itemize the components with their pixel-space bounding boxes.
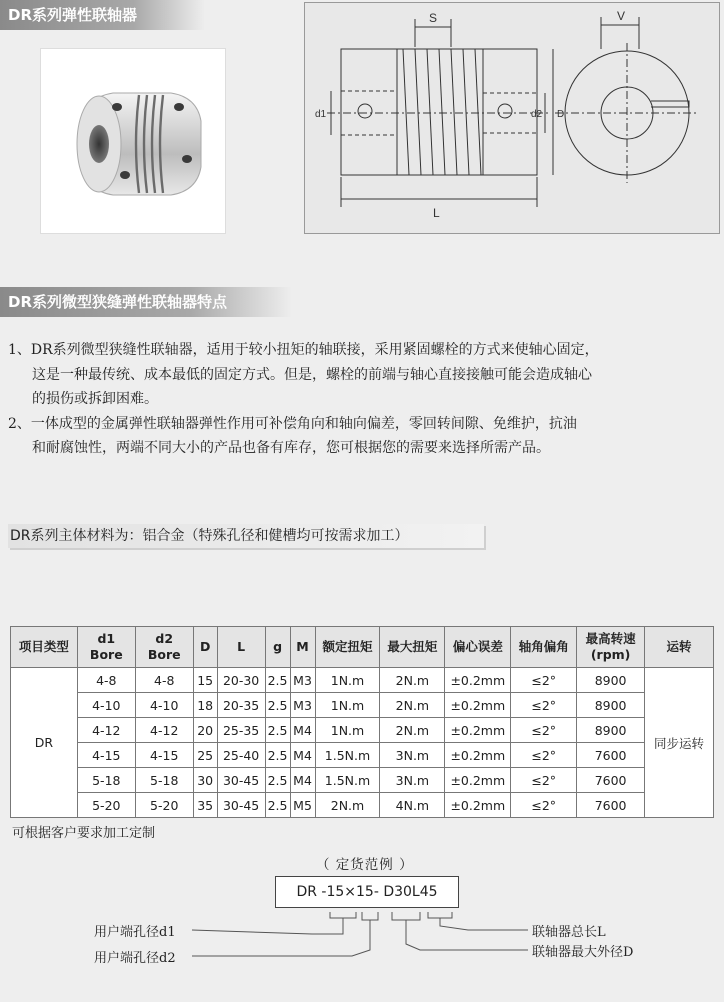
label-user-bore-d2: 用户端孔径d2 [94,951,176,966]
cell-d-outer: 35 [193,793,217,818]
cell-max-speed: 7600 [577,793,645,818]
cell-max-speed: 7600 [577,743,645,768]
customization-note: 可根据客户要求加工定制 [12,826,156,841]
cell-length: 20-35 [217,693,265,718]
cell-eccentricity: ±0.2mm [445,743,511,768]
dim-label-s: S [429,11,438,25]
cell-max-speed: 8900 [577,693,645,718]
cell-rated-torque: 1N.m [315,718,380,743]
cell-d-outer: 18 [193,693,217,718]
dim-label-d: D [557,109,565,120]
table-row [11,718,714,743]
cell-d-outer: 30 [193,768,217,793]
feature-2-line-1: 2、一体成型的金属弹性联轴器弹性作用可补偿角向和轴向偏差，零回转间隙、免维护，抗油 [8,415,577,432]
cell-d1: 5-18 [77,768,135,793]
header-eccentricity: 偏心误差 [445,627,511,668]
cell-max-speed: 8900 [577,718,645,743]
header-d1: d1 Bore [77,627,135,668]
technical-drawing [304,2,720,234]
material-note: DR系列主体材料为：铝合金（特殊孔径和健槽均可按需求加工） [8,524,484,548]
cell-angular-deviation: ≤2° [511,768,577,793]
features-text [8,338,720,461]
cell-d2: 4-15 [135,743,193,768]
cell-max-speed: 8900 [577,668,645,693]
feature-1-line-3: 的损伤或拆卸困难。 [32,391,158,407]
table-row [11,743,714,768]
cell-d2: 4-12 [135,718,193,743]
cell-d1: 4-10 [77,693,135,718]
cell-eccentricity: ±0.2mm [445,668,511,693]
cell-length: 25-40 [217,743,265,768]
header-max-torque: 最大扭矩 [380,627,445,668]
label-max-outer-diameter: 联轴器最大外径D [532,945,634,960]
cell-g: 2.5 [265,668,290,693]
cell-rated-torque: 1N.m [315,693,380,718]
order-example-code: DR -15×15- D30L45 [275,876,459,908]
feature-1-line-2: 这是一种最传统、成本最低的固定方式。但是，螺栓的前端与轴心直接接触可能会造成轴心 [32,366,592,383]
header-d-outer: D [193,627,217,668]
label-user-bore-d1: 用户端孔径d1 [94,925,176,940]
cell-max-speed: 7600 [577,768,645,793]
cell-rated-torque: 2N.m [315,793,380,818]
header-d2: d2 Bore [135,627,193,668]
cell-d1: 5-20 [77,793,135,818]
cell-max-torque: 3N.m [380,768,445,793]
header-rated-torque: 额定扭矩 [315,627,380,668]
product-series-banner: DR系列弹性联轴器 [0,0,205,30]
dim-label-v: V [617,9,626,23]
cell-d-outer: 25 [193,743,217,768]
cell-screw: M3 [290,668,315,693]
features-banner: DR系列微型狭缝弹性联轴器特点 [0,287,292,317]
header-type: 项目类型 [11,627,78,668]
cell-d2: 5-18 [135,768,193,793]
cell-screw: M4 [290,743,315,768]
header-angular-deviation: 轴角偏角 [511,627,577,668]
header-screw: M [290,627,315,668]
table-row [11,668,714,693]
cell-length: 30-45 [217,793,265,818]
cell-eccentricity: ±0.2mm [445,768,511,793]
cell-rated-torque: 1.5N.m [315,768,380,793]
cell-length: 20-30 [217,668,265,693]
cell-length: 25-35 [217,718,265,743]
header-max-speed: 最高转速 (rpm) [577,627,645,668]
cell-eccentricity: ±0.2mm [445,718,511,743]
cell-max-torque: 4N.m [380,793,445,818]
feature-2-line-2: 和耐腐蚀性，两端不同大小的产品也备有库存，您可根据您的需要来选择所需产品。 [32,440,550,456]
order-example-title: （ 定货范例 ） [316,857,414,873]
cell-g: 2.5 [265,743,290,768]
cell-angular-deviation: ≤2° [511,718,577,743]
coupling-photo-illustration [41,49,227,235]
operation-cell: 同步运转 [645,668,714,818]
dim-label-d2: d2 [531,109,543,120]
cell-angular-deviation: ≤2° [511,693,577,718]
table-row [11,693,714,718]
cell-d-outer: 15 [193,668,217,693]
cell-rated-torque: 1N.m [315,668,380,693]
cell-angular-deviation: ≤2° [511,793,577,818]
cell-eccentricity: ±0.2mm [445,693,511,718]
cell-screw: M3 [290,693,315,718]
label-total-length: 联轴器总长L [532,925,606,940]
header-operation: 运转 [645,627,714,668]
cell-d1: 4-8 [77,668,135,693]
cell-max-torque: 2N.m [380,718,445,743]
feature-1-line-1: 1、DR系列微型狭缝性联轴器，适用于较小扭矩的轴联接，采用紧固螺栓的方式来使轴心固定， [8,342,599,358]
cell-max-torque: 2N.m [380,693,445,718]
cell-d2: 4-8 [135,668,193,693]
cell-max-torque: 2N.m [380,668,445,693]
cell-g: 2.5 [265,693,290,718]
table-row [11,768,714,793]
cell-screw: M4 [290,718,315,743]
cell-screw: M4 [290,768,315,793]
header-length: L [217,627,265,668]
cell-d-outer: 20 [193,718,217,743]
cell-d1: 4-15 [77,743,135,768]
cell-screw: M5 [290,793,315,818]
product-photo [40,48,226,234]
table-header-row [11,627,714,668]
specification-table [10,626,714,818]
cell-angular-deviation: ≤2° [511,668,577,693]
cell-g: 2.5 [265,768,290,793]
cell-rated-torque: 1.5N.m [315,743,380,768]
model-cell: DR [11,668,78,818]
table-row [11,793,714,818]
dim-label-l: L [433,206,440,220]
cell-max-torque: 3N.m [380,743,445,768]
cell-d1: 4-12 [77,718,135,743]
cell-d2: 4-10 [135,693,193,718]
cell-g: 2.5 [265,793,290,818]
coupling-dimension-drawing [305,3,721,235]
cell-d2: 5-20 [135,793,193,818]
header-g: g [265,627,290,668]
cell-angular-deviation: ≤2° [511,743,577,768]
cell-length: 30-45 [217,768,265,793]
cell-g: 2.5 [265,718,290,743]
cell-eccentricity: ±0.2mm [445,793,511,818]
dim-label-d1: d1 [315,109,327,120]
